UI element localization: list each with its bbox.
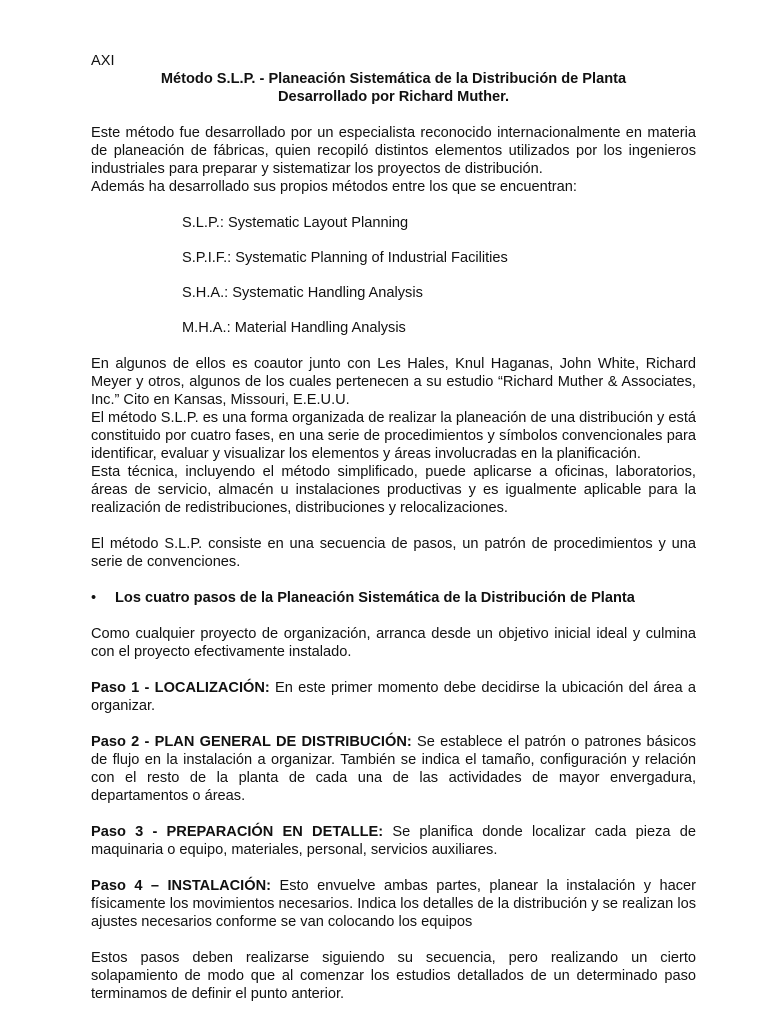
intro-methods-lead: Además ha desarrollado sus propios métodos entre los que se encuentran: [91, 179, 577, 195]
method-item-sha: S.H.A.: Systematic Handling Analysis [182, 285, 423, 301]
method-item-mha: M.H.A.: Material Handling Analysis [182, 320, 406, 336]
bullet-icon: • [91, 590, 97, 606]
final-paragraph: Estos pasos deben realizarse siguiendo su secuencia, pero realizando un cierto solapamiento de modo que al comenzar los estudios detallados de un determinado paso terminamos de definir el punto anterior. [91, 950, 696, 1002]
project-paragraph: Como cualquier proyecto de organización, arranca desde un objetivo inicial ideal y culmina con el proyecto efectivamente instalado. [91, 626, 696, 660]
step-4 [91, 877, 696, 931]
steps-heading [91, 589, 696, 607]
coauthor-paragraph: En algunos de ellos es coautor junto con Les Hales, Knul Haganas, John White, Richard Meyer y otros, algunos de los cuales pertenecen a su estudio “Richard Muther & Associates, Inc.” Cito en Kansas, Missouri, E.E.U.U. [91, 356, 696, 408]
step-3-label: Paso 3 - PREPARACIÓN EN DETALLE: [91, 824, 384, 840]
step-1-label: Paso 1 - LOCALIZACIÓN: [91, 680, 270, 696]
methods-list [91, 214, 696, 337]
intro-paragraph: Este método fue desarrollado por un especialista reconocido internacionalmente en materia de planeación de fábricas, quien recopiló distintos elementos utilizados por los ingenieros industriales para preparar y sistematizar los proyectos de distribución. [91, 125, 696, 177]
method-paragraph: El método S.L.P. es una forma organizada de realizar la planeación de una distribución y está constituido por cuatro fases, en una serie de procedimientos y símbolos convencionales para identificar, evaluar y visualizar los elementos y áreas involucradas en la planificación. [91, 410, 696, 462]
step-1-text: En este primer momento debe decidirse la ubicación del área a organizar. [91, 680, 696, 714]
method-item-slp: S.L.P.: Systematic Layout Planning [182, 215, 409, 231]
step-3 [91, 823, 696, 859]
consists-paragraph: El método S.L.P. consiste en una secuencia de pasos, un patrón de procedimientos y una serie de convenciones. [91, 536, 696, 570]
document-page [91, 52, 696, 1003]
steps-heading-text: Los cuatro pasos de la Planeación Sistemática de la Distribución de Planta [115, 590, 635, 606]
step-4-label: Paso 4 – INSTALACIÓN: [91, 878, 271, 894]
step-2 [91, 733, 696, 805]
document-code: AXI [91, 53, 115, 69]
document-title: Método S.L.P. - Planeación Sistemática de la Distribución de Planta [160, 71, 627, 87]
document-subtitle: Desarrollado por Richard Muther. [277, 89, 510, 105]
technique-paragraph: Esta técnica, incluyendo el método simplificado, puede aplicarse a oficinas, laboratorios, áreas de servicio, almacén u instalaciones productivas y es igualmente aplicable para la realización de redistribuciones, distribuciones y relocalizaciones. [91, 464, 696, 516]
step-2-text: Se establece el patrón o patrones básicos de flujo en la instalación a organizar. También se indica el tamaño, configuración y relación con el resto de la planta de cada una de las actividades de mayor envergadura, departamentos o áreas. [91, 734, 696, 804]
step-1 [91, 679, 696, 715]
step-2-label: Paso 2 - PLAN GENERAL DE DISTRIBUCIÓN: [91, 734, 412, 750]
step-4-text: Esto envuelve ambas partes, planear la instalación y hacer físicamente los movimientos necesarios. Indica los detalles de la distribución y se realizan los ajustes necesarios conforme se van colocando los equipos [91, 878, 696, 930]
method-item-spif: S.P.I.F.: Systematic Planning of Industrial Facilities [182, 250, 508, 266]
step-3-text: Se planifica donde localizar cada pieza de maquinaria o equipo, materiales, personal, servicios auxiliares. [91, 824, 696, 858]
